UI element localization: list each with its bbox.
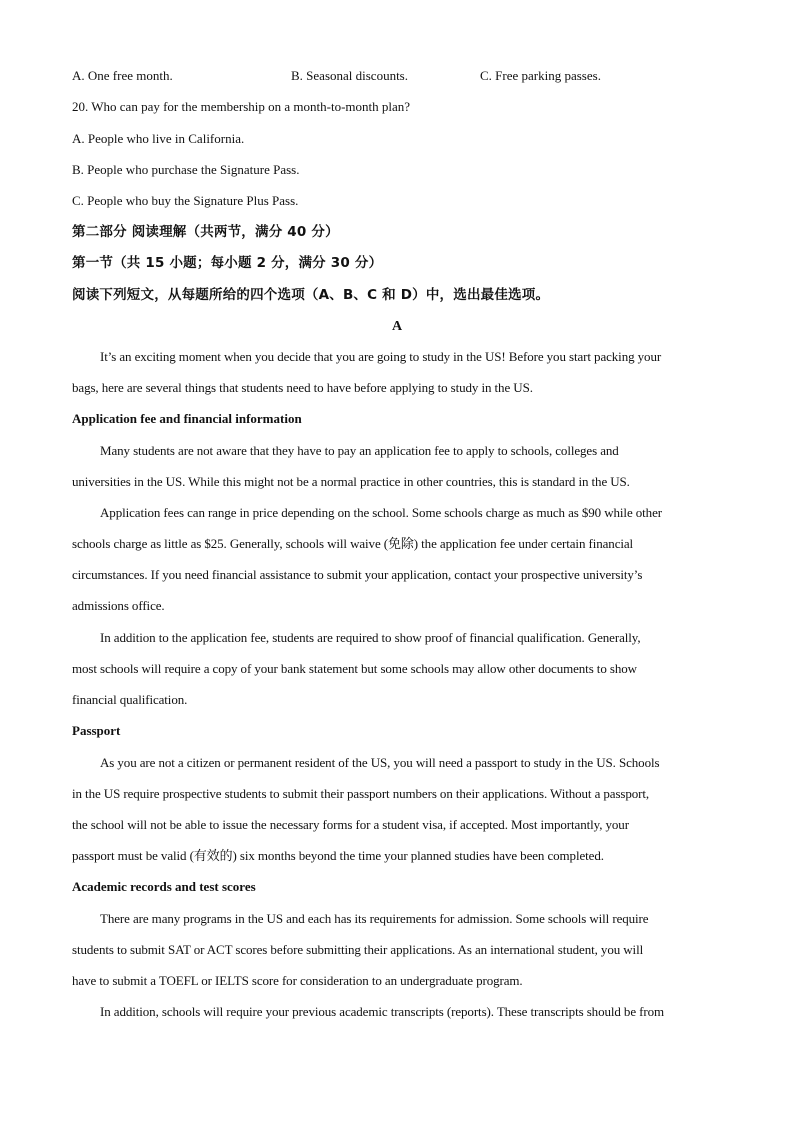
q20-option-a: A. People who live in California. bbox=[72, 131, 245, 146]
paragraph-1-line-1: Many students are not aware that they have to pay an application fee to apply to schools, colleges and bbox=[100, 443, 619, 458]
paragraph-5-line-2: students to submit SAT or ACT scores before submitting their applications. As an international student, you will bbox=[72, 942, 644, 957]
paragraph-6-line-1: In addition, schools will require your previous academic transcripts (reports). These transcripts should be from bbox=[100, 1004, 665, 1019]
paragraph-2-line-3: circumstances. If you need financial assistance to submit your application, contact your prospective university’s bbox=[72, 567, 643, 582]
q19-option-c: C. Free parking passes. bbox=[480, 68, 601, 83]
q19-option-a: A. One free month. bbox=[72, 68, 173, 83]
paragraph-4-line-4: passport must be valid (有效的) six months beyond the time your planned studies have been completed. bbox=[72, 848, 604, 863]
paragraph-2-line-2: schools charge as little as $25. Generally, schools will waive (免除) the application fee under certain financial bbox=[72, 536, 634, 551]
paragraph-2-line-4: admissions office. bbox=[72, 598, 165, 613]
paragraph-1-line-2: universities in the US. While this might not be a normal practice in other countries, this is standard in the US. bbox=[72, 474, 630, 489]
heading-academic-records: Academic records and test scores bbox=[72, 879, 256, 894]
question-19-options bbox=[0, 68, 794, 86]
passage-label: A bbox=[391, 319, 403, 334]
passage-intro-line-2: bags, here are several things that students need to have before applying to study in the US. bbox=[72, 380, 533, 395]
paragraph-4-line-1: As you are not a citizen or permanent resident of the US, you will need a passport to study in the US. Schools bbox=[100, 755, 660, 770]
part-title: 第二部分 阅读理解（共两节，满分 40 分） bbox=[72, 224, 339, 240]
q19-option-b: B. Seasonal discounts. bbox=[291, 68, 408, 83]
paragraph-4-line-3: the school will not be able to issue the necessary forms for a student visa, if accepted. Most importantly, your bbox=[72, 817, 629, 832]
section-instructions: 阅读下列短文，从每题所给的四个选项（A、B、C 和 D）中，选出最佳选项。 bbox=[72, 287, 550, 303]
paragraph-4-line-2: in the US require prospective students to submit their passport numbers on their applications. Without a passport, bbox=[72, 786, 650, 801]
q20-option-c: C. People who buy the Signature Plus Pass. bbox=[72, 193, 299, 208]
heading-passport: Passport bbox=[72, 723, 121, 738]
q20-option-b: B. People who purchase the Signature Pass. bbox=[72, 162, 300, 177]
passage-intro-line-1: It’s an exciting moment when you decide that you are going to study in the US! Before you start packing your bbox=[100, 349, 662, 364]
paragraph-3-line-1: In addition to the application fee, students are required to show proof of financial qualification. Generally, bbox=[100, 630, 641, 645]
q20-question: 20. Who can pay for the membership on a month-to-month plan? bbox=[72, 99, 411, 114]
paragraph-5-line-3: have to submit a TOEFL or IELTS score for consideration to an undergraduate program. bbox=[72, 973, 523, 988]
paragraph-2-line-1: Application fees can range in price depending on the school. Some schools charge as much as $90 while other bbox=[100, 505, 662, 520]
paragraph-3-line-3: financial qualification. bbox=[72, 692, 188, 707]
paragraph-5-line-1: There are many programs in the US and each has its requirements for admission. Some schools will require bbox=[100, 911, 649, 926]
section-title: 第一节（共 15 小题；每小题 2 分，满分 30 分） bbox=[72, 255, 383, 271]
heading-application-fee: Application fee and financial information bbox=[72, 411, 302, 426]
paragraph-3-line-2: most schools will require a copy of your bank statement but some schools may allow other documents to show bbox=[72, 661, 637, 676]
